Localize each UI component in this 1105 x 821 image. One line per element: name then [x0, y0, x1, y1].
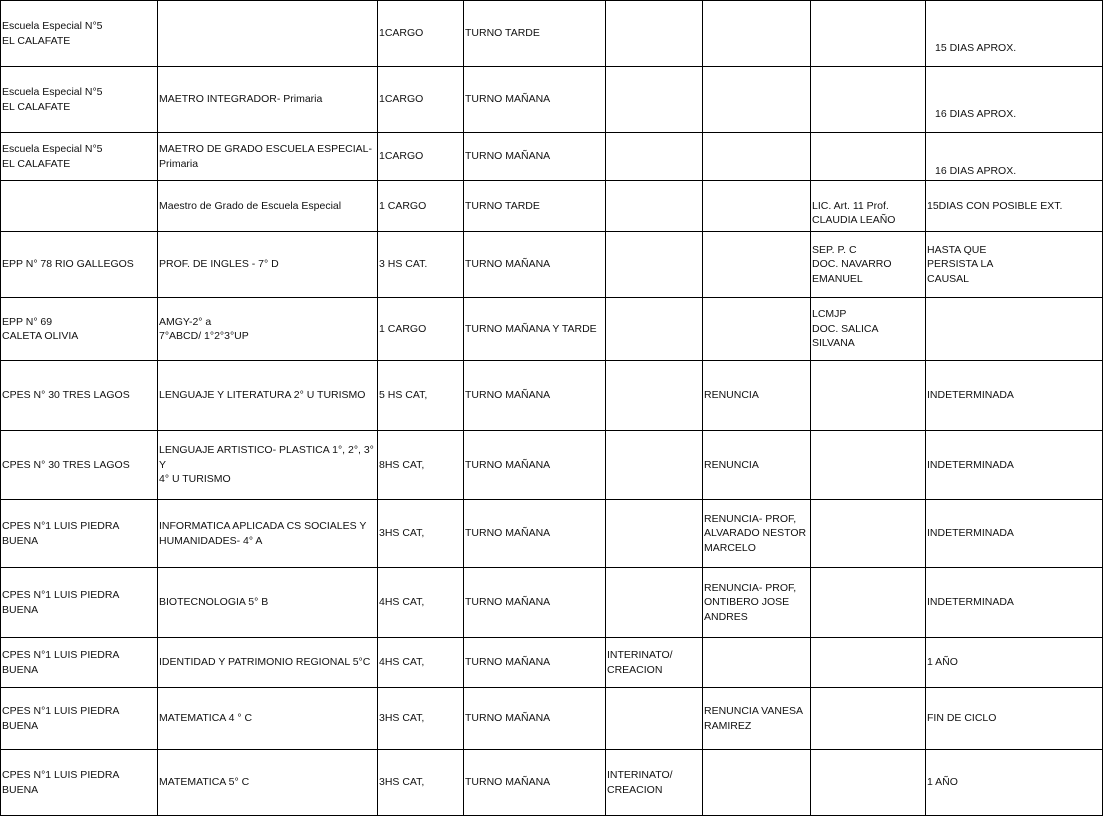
table-row	[1, 500, 1103, 568]
reason-cell	[703, 133, 811, 181]
shift-cell: TURNO MAÑANA	[464, 232, 606, 298]
school-cell: CPES N°1 LUIS PIEDRA BUENA	[1, 750, 158, 816]
position-cell: MAETRO INTEGRADOR- Primaria	[158, 67, 378, 133]
duration-cell: INDETERMINADA	[926, 568, 1103, 638]
leave-cell: SEP. P. C DOC. NAVARRO EMANUEL	[811, 232, 926, 298]
shift-cell: TURNO MAÑANA	[464, 67, 606, 133]
position-cell	[158, 1, 378, 67]
table-row	[1, 298, 1103, 361]
position-cell: MATEMATICA 5° C	[158, 750, 378, 816]
table-row	[1, 133, 1103, 181]
table-row	[1, 638, 1103, 688]
hours-cell: 3 HS CAT.	[378, 232, 464, 298]
table-row	[1, 750, 1103, 816]
reason-cell: RENUNCIA VANESA RAMIREZ	[703, 688, 811, 750]
reason-cell	[703, 638, 811, 688]
school-cell: CPES N° 30 TRES LAGOS	[1, 431, 158, 500]
school-cell: EPP N° 78 RIO GALLEGOS	[1, 232, 158, 298]
duration-cell: 1 AÑO	[926, 638, 1103, 688]
type-cell	[606, 298, 703, 361]
leave-cell	[811, 688, 926, 750]
duration-cell: FIN DE CICLO	[926, 688, 1103, 750]
duration-cell: 15 DIAS APROX.	[926, 1, 1103, 67]
shift-cell: TURNO MAÑANA	[464, 361, 606, 431]
table-row	[1, 431, 1103, 500]
hours-cell: 8HS CAT,	[378, 431, 464, 500]
school-cell: CPES N°1 LUIS PIEDRA BUENA	[1, 688, 158, 750]
hours-cell: 1 CARGO	[378, 298, 464, 361]
table-row	[1, 688, 1103, 750]
leave-cell	[811, 431, 926, 500]
hours-cell: 4HS CAT,	[378, 638, 464, 688]
hours-cell: 1 CARGO	[378, 181, 464, 232]
duration-cell: INDETERMINADA	[926, 500, 1103, 568]
position-cell: MATEMATICA 4 ° C	[158, 688, 378, 750]
shift-cell: TURNO MAÑANA	[464, 688, 606, 750]
reason-cell	[703, 298, 811, 361]
duration-cell: INDETERMINADA	[926, 361, 1103, 431]
type-cell	[606, 500, 703, 568]
reason-cell	[703, 67, 811, 133]
type-cell	[606, 431, 703, 500]
shift-cell: TURNO MAÑANA	[464, 750, 606, 816]
table-row	[1, 1, 1103, 67]
reason-cell	[703, 181, 811, 232]
hours-cell: 5 HS CAT,	[378, 361, 464, 431]
leave-cell	[811, 750, 926, 816]
type-cell	[606, 688, 703, 750]
position-cell: AMGY-2° a 7°ABCD/ 1°2°3°UP	[158, 298, 378, 361]
school-cell: CPES N° 30 TRES LAGOS	[1, 361, 158, 431]
position-cell: IDENTIDAD Y PATRIMONIO REGIONAL 5°C	[158, 638, 378, 688]
position-cell: INFORMATICA APLICADA CS SOCIALES Y HUMANIDADES- 4° A	[158, 500, 378, 568]
position-cell: PROF. DE INGLES - 7° D	[158, 232, 378, 298]
school-cell: EPP N° 69 CALETA OLIVIA	[1, 298, 158, 361]
leave-cell	[811, 638, 926, 688]
leave-cell	[811, 500, 926, 568]
type-cell: INTERINATO/ CREACION	[606, 750, 703, 816]
hours-cell: 3HS CAT,	[378, 688, 464, 750]
duration-cell: 16 DIAS APROX.	[926, 67, 1103, 133]
reason-cell	[703, 1, 811, 67]
leave-cell: LIC. Art. 11 Prof. CLAUDIA LEAÑO	[811, 181, 926, 232]
position-cell: LENGUAJE ARTISTICO- PLASTICA 1°, 2°, 3° Y 4° U TURISMO	[158, 431, 378, 500]
shift-cell: TURNO MAÑANA	[464, 133, 606, 181]
hours-cell: 3HS CAT,	[378, 500, 464, 568]
shift-cell: TURNO MAÑANA	[464, 431, 606, 500]
shift-cell: TURNO MAÑANA	[464, 568, 606, 638]
type-cell: INTERINATO/ CREACION	[606, 638, 703, 688]
shift-cell: TURNO MAÑANA	[464, 638, 606, 688]
reason-cell: RENUNCIA- PROF, ALVARADO NESTOR MARCELO	[703, 500, 811, 568]
shift-cell: TURNO MAÑANA Y TARDE	[464, 298, 606, 361]
school-cell: Escuela Especial N°5 EL CALAFATE	[1, 1, 158, 67]
type-cell	[606, 1, 703, 67]
duration-cell: 1 AÑO	[926, 750, 1103, 816]
leave-cell	[811, 133, 926, 181]
duration-cell: 16 DIAS APROX.	[926, 133, 1103, 181]
reason-cell: RENUNCIA	[703, 361, 811, 431]
reason-cell: RENUNCIA	[703, 431, 811, 500]
school-cell: Escuela Especial N°5 EL CALAFATE	[1, 133, 158, 181]
duration-cell: HASTA QUE PERSISTA LA CAUSAL	[926, 232, 1103, 298]
position-cell: LENGUAJE Y LITERATURA 2° U TURISMO	[158, 361, 378, 431]
type-cell	[606, 181, 703, 232]
school-cell: CPES N°1 LUIS PIEDRA BUENA	[1, 568, 158, 638]
leave-cell: LCMJP DOC. SALICA SILVANA	[811, 298, 926, 361]
school-cell: Escuela Especial N°5 EL CALAFATE	[1, 67, 158, 133]
school-cell	[1, 181, 158, 232]
position-cell: Maestro de Grado de Escuela Especial	[158, 181, 378, 232]
hours-cell: 4HS CAT,	[378, 568, 464, 638]
table-row	[1, 568, 1103, 638]
type-cell	[606, 133, 703, 181]
hours-cell: 1CARGO	[378, 1, 464, 67]
hours-cell: 1CARGO	[378, 133, 464, 181]
school-cell: CPES N°1 LUIS PIEDRA BUENA	[1, 500, 158, 568]
reason-cell	[703, 232, 811, 298]
leave-cell	[811, 568, 926, 638]
type-cell	[606, 67, 703, 133]
table-row	[1, 361, 1103, 431]
school-cell: CPES N°1 LUIS PIEDRA BUENA	[1, 638, 158, 688]
leave-cell	[811, 361, 926, 431]
leave-cell	[811, 67, 926, 133]
duration-cell	[926, 298, 1103, 361]
table-row	[1, 67, 1103, 133]
hours-cell: 3HS CAT,	[378, 750, 464, 816]
hours-cell: 1CARGO	[378, 67, 464, 133]
reason-cell: RENUNCIA- PROF, ONTIBERO JOSE ANDRES	[703, 568, 811, 638]
reason-cell	[703, 750, 811, 816]
type-cell	[606, 361, 703, 431]
duration-cell: 15DIAS CON POSIBLE EXT.	[926, 181, 1103, 232]
leave-cell	[811, 1, 926, 67]
table-row	[1, 232, 1103, 298]
position-cell: BIOTECNOLOGIA 5° B	[158, 568, 378, 638]
shift-cell: TURNO TARDE	[464, 1, 606, 67]
type-cell	[606, 232, 703, 298]
duration-cell: INDETERMINADA	[926, 431, 1103, 500]
table-row	[1, 181, 1103, 232]
type-cell	[606, 568, 703, 638]
shift-cell: TURNO TARDE	[464, 181, 606, 232]
position-cell: MAETRO DE GRADO ESCUELA ESPECIAL- Primaria	[158, 133, 378, 181]
shift-cell: TURNO MAÑANA	[464, 500, 606, 568]
